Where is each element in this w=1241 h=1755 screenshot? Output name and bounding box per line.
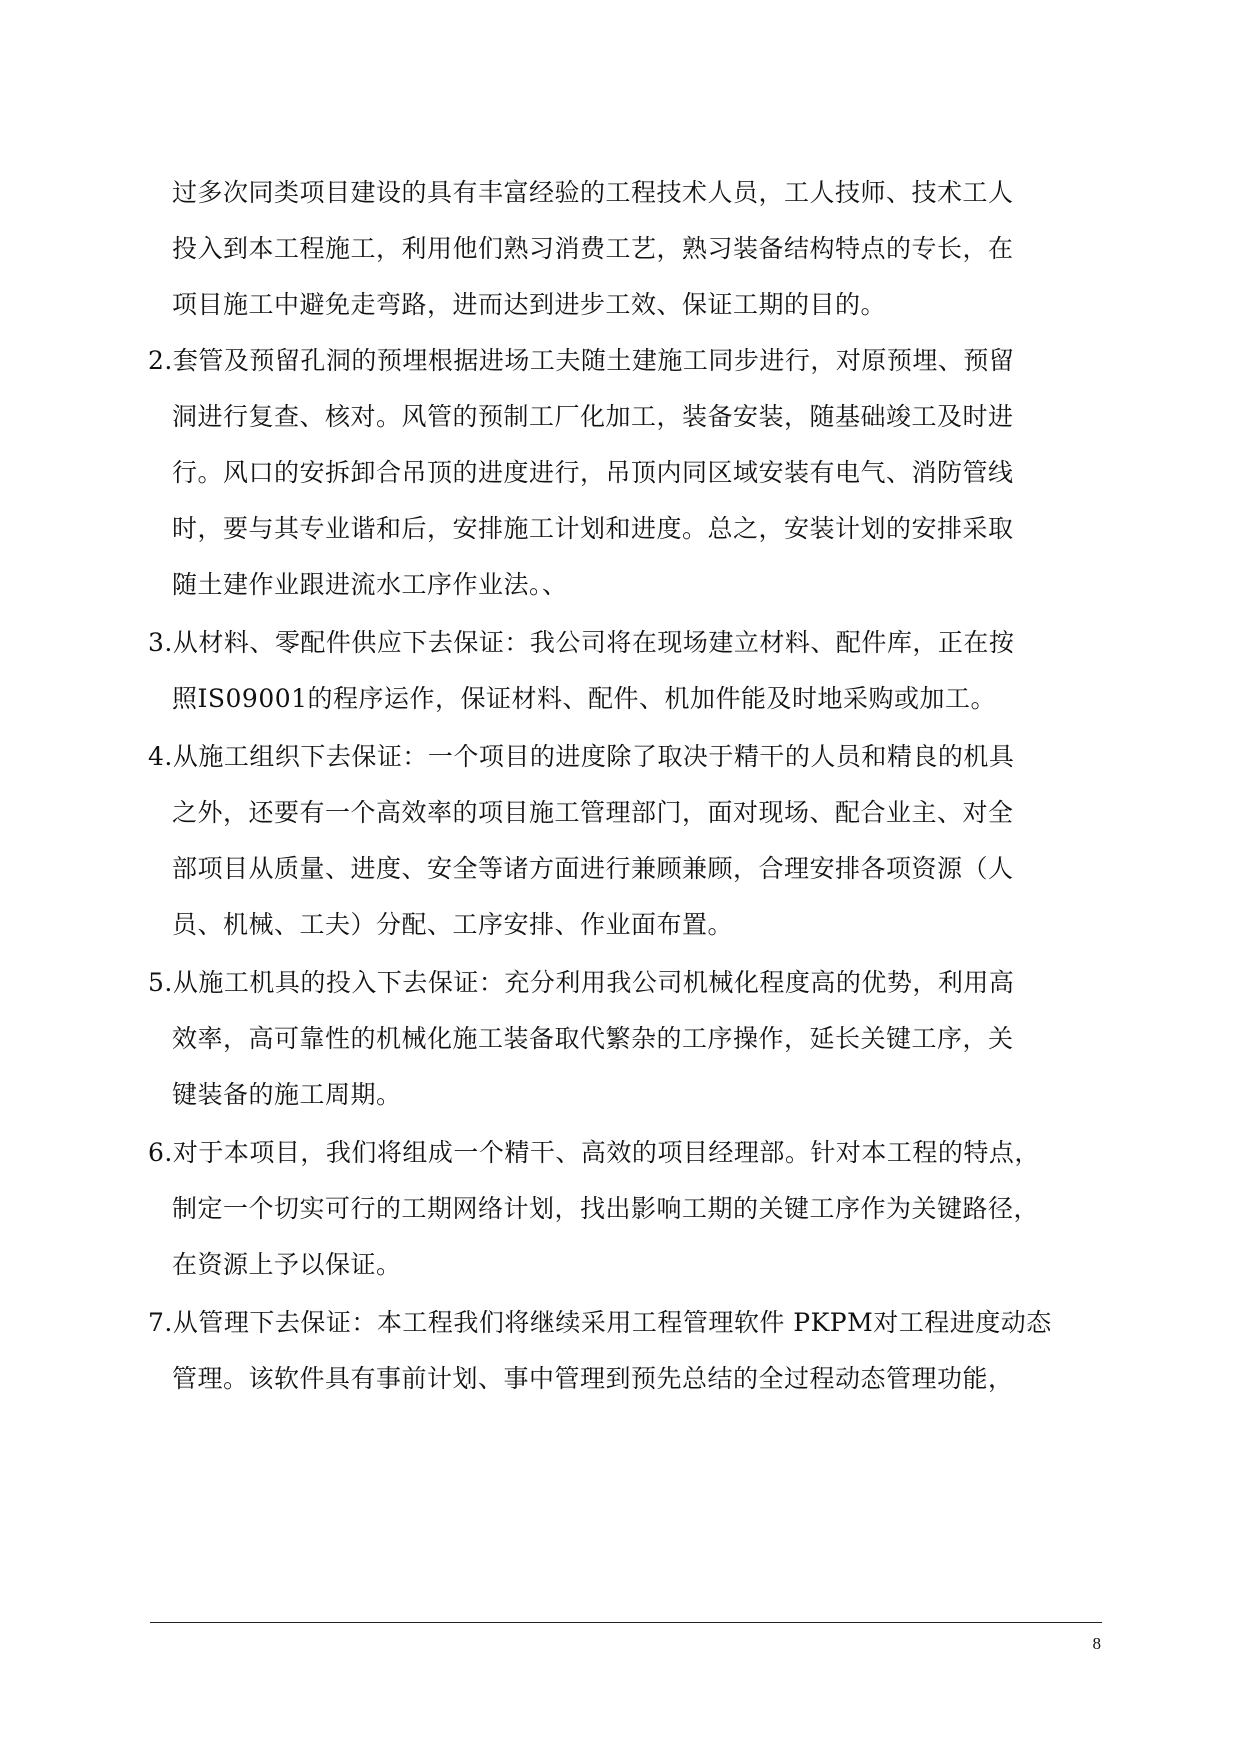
text-line: 管理。该软件具有事前计划、事中管理到预先总结的全过程动态管理功能， bbox=[172, 1364, 1014, 1393]
footer-divider bbox=[150, 1622, 1102, 1623]
list-item-6-line: 6.对于本项目，我们将组成一个精干、高效的项目经理部。针对本工程的特点， bbox=[148, 1138, 1040, 1167]
list-item-2-line: 2.套管及预留孔洞的预埋根据进场工夫随土建施工同步进行，对原预埋、预留 bbox=[148, 346, 1015, 375]
list-item-7-line: 7.从管理下去保证：本工程我们将继续采用工程管理软件 PKPM对工程进度动态 bbox=[148, 1308, 1052, 1337]
list-item-4-line: 4.从施工组织下去保证：一个项目的进度除了取决于精干的人员和精良的机具 bbox=[148, 742, 1015, 771]
list-item-3-line: 3.从材料、零配件供应下去保证：我公司将在现场建立材料、配件库，正在按 bbox=[148, 628, 1015, 657]
text-line: 时，要与其专业谐和后，安排施工计划和进度。总之，安装计划的安排采取 bbox=[172, 514, 1014, 543]
text-line: 部项目从质量、进度、安全等诸方面进行兼顾兼顾，合理安排各项资源（人 bbox=[172, 854, 1014, 883]
list-item-5-line: 5.从施工机具的投入下去保证：充分利用我公司机械化程度高的优势，利用高 bbox=[148, 968, 1015, 997]
text-line: 在资源上予以保证。 bbox=[172, 1250, 402, 1279]
page-number: 8 bbox=[1092, 1634, 1101, 1653]
text-line: 洞进行复查、核对。风管的预制工厂化加工，装备安装，随基础竣工及时进 bbox=[172, 402, 1014, 431]
text-line: 员、机械、工夫）分配、工序安排、作业面布置。 bbox=[172, 910, 734, 939]
text-line: 行。风口的安拆卸合吊顶的进度进行，吊顶内同区域安装有电气、消防管线 bbox=[172, 458, 1014, 487]
text-line: 键装备的施工周期。 bbox=[172, 1080, 402, 1109]
text-line: 投入到本工程施工，利用他们熟习消费工艺，熟习装备结构特点的专长，在 bbox=[172, 234, 1014, 263]
text-line: 过多次同类项目建设的具有丰富经验的工程技术人员，工人技师、技术工人 bbox=[172, 178, 1014, 207]
text-line: 照IS09001的程序运作，保证材料、配件、机加件能及时地采购或加工。 bbox=[172, 684, 997, 713]
text-line: 随土建作业跟进流水工序作业法。、 bbox=[172, 570, 568, 599]
text-line: 效率，高可靠性的机械化施工装备取代繁杂的工序操作，延长关键工序，关 bbox=[172, 1024, 1014, 1053]
text-line: 项目施工中避免走弯路，进而达到进步工效、保证工期的目的。 bbox=[172, 290, 887, 319]
text-line: 之外，还要有一个高效率的项目施工管理部门，面对现场、配合业主、对全 bbox=[172, 798, 1014, 827]
text-line: 制定一个切实可行的工期网络计划，找出影响工期的关键工序作为关键路径， bbox=[172, 1194, 1040, 1223]
